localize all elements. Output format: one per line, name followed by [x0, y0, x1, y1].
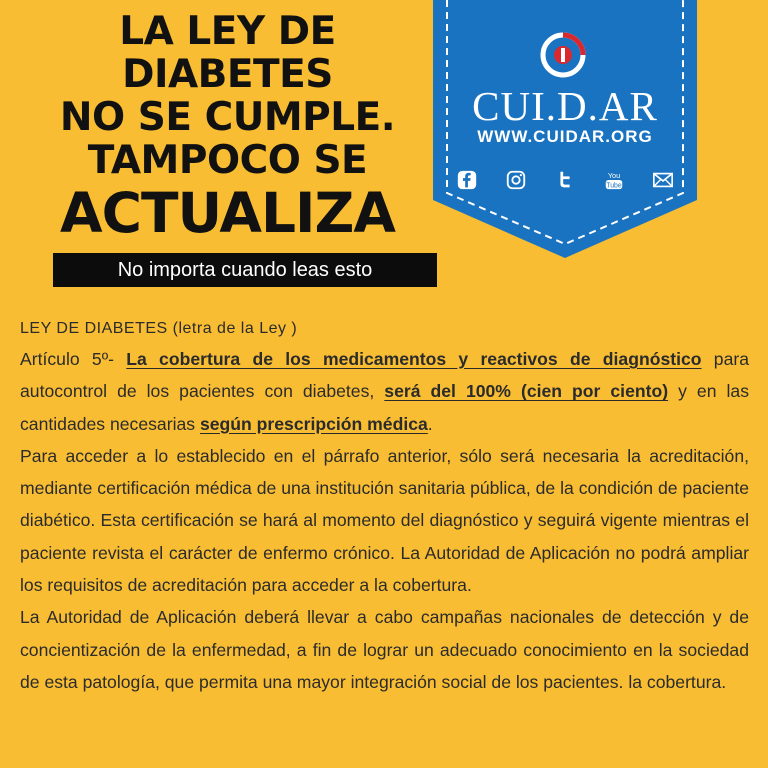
mail-icon[interactable] — [651, 168, 675, 192]
tagline-bar: No importa cuando leas esto — [53, 253, 437, 287]
facebook-icon[interactable] — [455, 168, 479, 192]
article-5-paragraph — [20, 343, 749, 440]
youtube-text-1: You — [607, 171, 621, 181]
website-url[interactable]: WWW.CUIDAR.ORG — [477, 127, 653, 146]
paragraph-3: La Autoridad de Aplicación deberá llevar a cabo campañas nacionales de detección y de concientización de la enfermedad, a fin de lograr un adecuado conocimiento en la sociedad de esta patología, que permita una mayor integración social de los pacientes. la cobertura. — [20, 607, 749, 692]
headline-line-3: NO SE CUMPLE. — [59, 95, 396, 140]
cuidar-logo-icon — [534, 26, 592, 84]
article-end: . — [427, 413, 433, 434]
brand-name: CUI.D.AR — [472, 83, 658, 129]
article-text-1: para autocontrol de los pacientes con diabetes, — [20, 349, 749, 402]
headline-line-1: LA LEY DE — [119, 9, 336, 54]
prescription-highlight: según prescripción médica — [199, 413, 428, 434]
social-icons — [455, 168, 675, 194]
youtube-icon[interactable] — [602, 168, 626, 192]
article-text-2: y en las cantidades necesarias — [20, 381, 749, 434]
headline-line-5: ACTUALIZA — [60, 181, 395, 245]
headline — [0, 9, 455, 245]
law-title: LEY DE DIABETES (letra de la Ley ) — [20, 320, 298, 337]
headline-line-2: DIABETES — [122, 52, 333, 97]
youtube-text-2: Tube — [606, 182, 622, 190]
headline-line-4: TAMPOCO SE — [87, 138, 368, 183]
twitter-icon[interactable] — [553, 168, 577, 192]
article-prefix: Artículo 5º- — [20, 349, 127, 369]
paragraph-2: Para acceder a lo establecido en el párrafo anterior, sólo será necesaria la acreditación, mediante certificación médica de una institución sanitaria pública, de la condición de paciente diabético. Esta certificación se hará al momento del diagnóstico y seguirá vigente mientras el paciente revista el carácter de enfermo crónico. La Autoridad de Aplicación no podrá ampliar los requisitos de acreditación para acceder a la cobertura. — [20, 445, 749, 596]
instagram-icon[interactable] — [504, 168, 528, 192]
law-text — [20, 316, 749, 698]
percentage-highlight: será del 100% (cien por ciento) — [384, 381, 669, 402]
coverage-highlight: La cobertura de los medicamentos y reactivos de diagnóstico — [126, 349, 702, 369]
